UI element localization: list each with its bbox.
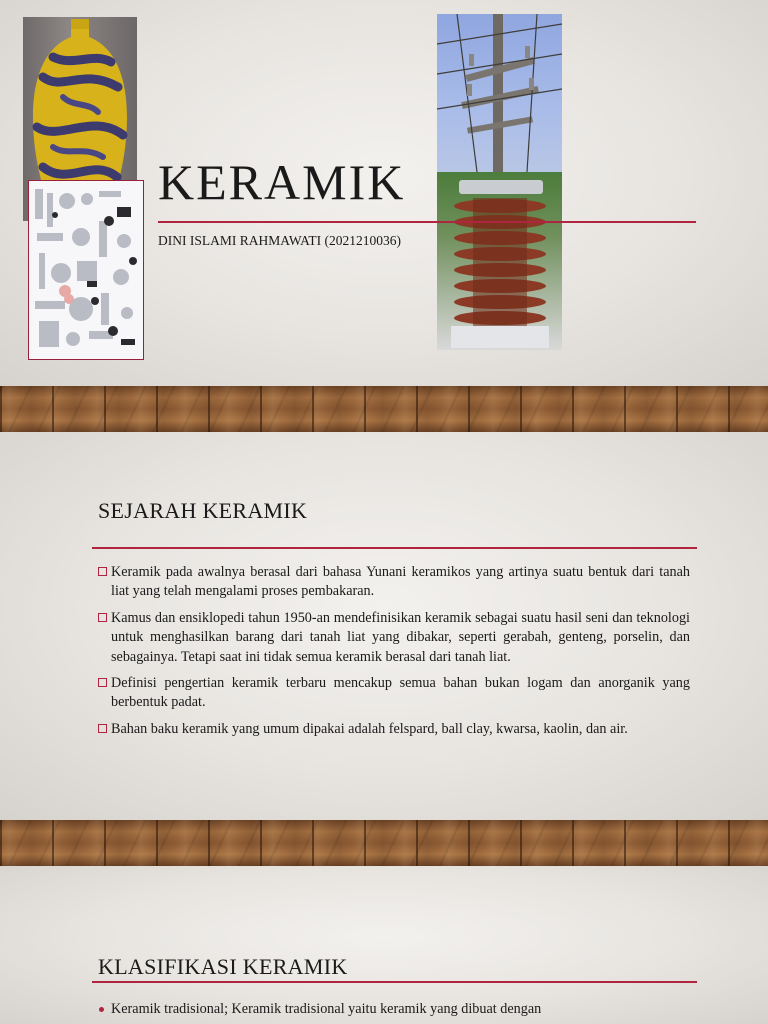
checkbox-bullet-icon — [98, 724, 107, 733]
author-name: DINI ISLAMI RAHMAWATI (2021210036) — [158, 233, 402, 248]
power-pole-image — [437, 14, 562, 172]
bullet-text: Kamus dan ensiklopedi tahun 1950-an mendefinisikan keramik sebagai suatu hasil seni dan teknologi untuk menghasilkan barang dari tanah liat yang dibakar, seperti gerabah, genteng, porselin, dan sebagainya. Tetapi saat ini tidak semua keramik berasal dari tanah liat. — [111, 609, 690, 665]
slide-heading: KLASIFIKASI KERAMIK — [98, 954, 348, 979]
title-slide — [0, 0, 768, 386]
insulator-image — [437, 172, 562, 350]
wood-floor-divider — [0, 386, 768, 432]
bullet-list — [98, 563, 690, 746]
list-item — [98, 720, 690, 739]
bullet-text: Bahan baku keramik yang umum dipakai adalah felspard, ball clay, kwarsa, kaolin, dan air. — [111, 720, 628, 737]
bullet-text: Definisi pengertian keramik terbaru mencakup semua bahan bukan logam dan anorganik yang berbentuk padat. — [111, 675, 690, 711]
list-item — [98, 674, 690, 713]
slide-heading: SEJARAH KERAMIK — [98, 498, 308, 523]
ceramic-parts-image — [29, 181, 143, 359]
title-divider — [158, 221, 696, 223]
power-pole-photo — [437, 14, 562, 172]
checkbox-bullet-icon — [98, 567, 107, 576]
list-item — [98, 563, 690, 602]
bullet-text: Keramik tradisional; Keramik tradisional yaitu keramik yang dibuat dengan — [111, 1001, 542, 1017]
classification-slide — [0, 866, 768, 1024]
dot-bullet-icon — [99, 1007, 104, 1012]
list-item — [98, 609, 690, 667]
insulator-photo — [437, 172, 562, 350]
checkbox-bullet-icon — [98, 613, 107, 622]
heading-divider — [92, 547, 697, 549]
list-item — [98, 1000, 690, 1019]
ceramic-parts-photo — [28, 180, 144, 360]
bullet-list — [98, 1000, 690, 1024]
bullet-text: Keramik pada awalnya berasal dari bahasa Yunani keramikos yang artinya suatu bentuk dari tanah liat yang telah mengalami proses pembakaran. — [111, 564, 690, 600]
history-slide — [0, 432, 768, 820]
wood-floor-divider — [0, 820, 768, 866]
checkbox-bullet-icon — [98, 678, 107, 687]
heading-divider — [92, 981, 697, 983]
presentation-title: KERAMIK — [158, 154, 406, 210]
